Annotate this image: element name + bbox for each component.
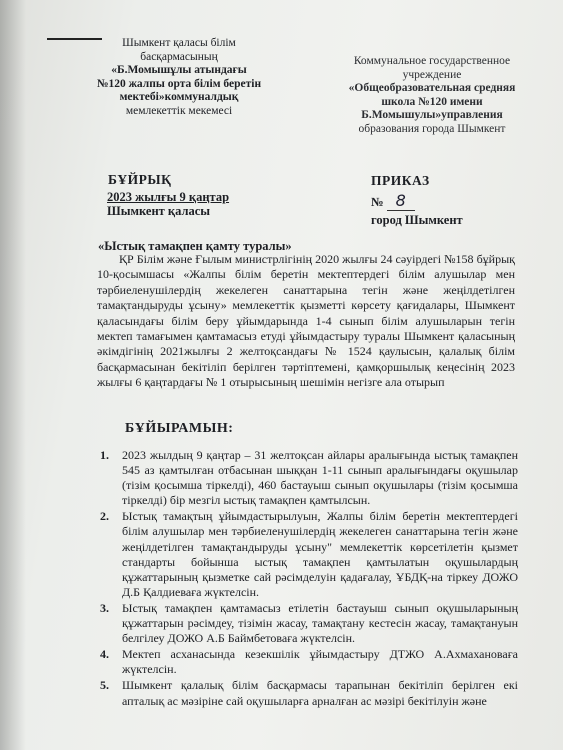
order-item xyxy=(100,601,518,646)
preamble-paragraph: ҚР Білім және Ғылым министрлігінің 2020 жылғы 24 сәуірдегі №158 бұйрық 10-қосымшасы «Жалпы білім беретін мектептердегі білім алушылар мен тәрбиеленушілердің жекелеген санаттарына тегін және жеңілдетілген тамақтандыруды ұсыну» мемлекеттік қызметті көрсету қағидалары, Шымкент қаласындағы білім беру ұйымдарында 1-4 сынып білім алушыларын тегін мектеп тамағымен қамтамасыз етуді ұйымдастыру туралы Шымкент қаласының әкімдігінің 2021жылғы 2 желтоқсандағы № 1524 қаулысын, қалалық білім басқармасынан бекітіліп берілген тәртіптемені, қамқоршылық кеңесінің 2023 жылғы 6 қаңтардағы № 1 отырысының шешімін негізге ала отырып xyxy=(97,252,515,390)
item-text: Ыстық тамақпен қамтамасыз етілетін бастауыш сынып оқушыларының құжаттарын рәсімдеу, тізімін жасау, тамақтану кестесін жасау, тамақтануын белгілеу ДОЖО А.Б Баймбетоваға жүктелсін. xyxy=(122,600,518,646)
number-value: 8 xyxy=(387,191,415,211)
header-right-line: школа №120 имени xyxy=(381,95,483,108)
order-date: 2023 жылғы 9 қаңтар xyxy=(107,190,230,204)
item-text: 2023 жылдың 9 қаңтар – 31 желтоқсан айлары аралығында ыстық тамақпен 545 аз қамтылған отбасынан шыққан 1-11 сынып аралығындағы оқушылар (тізім қосымша тіркелді), 460 бастауыш сынып оқушылары (тізім қосымша тіркелді) бір мезгіл ыстық тамақпен қамтылсын. xyxy=(122,448,518,508)
item-text: Мектеп асханасында кезекшілік ұйымдастыру ДТЖО А.Ахмахановаға жүктелсін. xyxy=(122,647,518,677)
header-left-line: басқармасының xyxy=(140,50,218,63)
order-subject: «Ыстық тамақпен қамту туралы» xyxy=(98,239,292,253)
item-number: 4. xyxy=(100,647,109,662)
item-number: 3. xyxy=(100,600,109,615)
order-item xyxy=(100,647,518,677)
item-text: Шымкент қалалық білім басқармасы тарапынан бекітіліп берілген екі апталық ас мәзіріне сай оқушыларға арналған ас мәзірі бекітілуін және xyxy=(122,678,518,708)
order-title-kz: БҰЙРЫҚ xyxy=(108,172,172,187)
order-city-kz: Шымкент қаласы xyxy=(107,204,211,218)
item-number: 1. xyxy=(100,448,109,462)
header-right-ru xyxy=(336,55,528,136)
page-shadow xyxy=(0,0,26,750)
item-number: 5. xyxy=(100,678,109,693)
header-right-line: Коммунальное государственное xyxy=(353,55,511,67)
header-left-line: №120 жалпы орта білім беретін xyxy=(96,77,262,90)
item-text: Ыстық тамақтың ұйымдастырылуын, Жалпы білім беретін мектептердегі білім алушылар мен тәрбиеленушілердің жекелеген санаттарына тегін және жеңілдетілген тамақтандыруды ұсыну" мемлекеттік көрсетілетін қызмет стандарты бойынша ыстық тамақпен қамтылатын оқушылардың құжаттарының қызметке сай рәсімделуін қадағалау, ҰБДҚ-на тіркеу ДОЖО Д.Б Қалдиеваға жүктелсін. xyxy=(122,509,518,599)
header-left-line: «Б.Момышұлы атындағы xyxy=(111,64,247,76)
header-left-line: мемлекеттік мекемесі xyxy=(125,104,233,117)
order-city-ru: город Шымкент xyxy=(371,213,463,227)
header-left-line: Шымкент қаласы білім xyxy=(122,37,236,49)
order-heading: БҰЙЫРАМЫН: xyxy=(125,421,234,436)
order-number xyxy=(371,191,415,211)
header-right-line: Б.Момышулы»управления xyxy=(361,109,503,121)
date-block-kz xyxy=(107,190,229,218)
order-item xyxy=(100,678,518,708)
header-right-line: образования города Шымкент xyxy=(358,122,506,135)
header-left-line: мектебі»коммуналдық xyxy=(119,91,239,103)
order-title-ru: ПРИКАЗ xyxy=(371,173,430,188)
header-right-line: учреждение xyxy=(402,68,462,81)
order-items-list xyxy=(100,448,518,710)
order-item xyxy=(100,509,518,600)
item-number: 2. xyxy=(100,509,109,524)
header-right-line: «Общеобразовательная средняя xyxy=(348,82,516,94)
order-item xyxy=(100,448,518,508)
number-label: № xyxy=(371,195,384,209)
header-left-kz xyxy=(74,37,284,118)
